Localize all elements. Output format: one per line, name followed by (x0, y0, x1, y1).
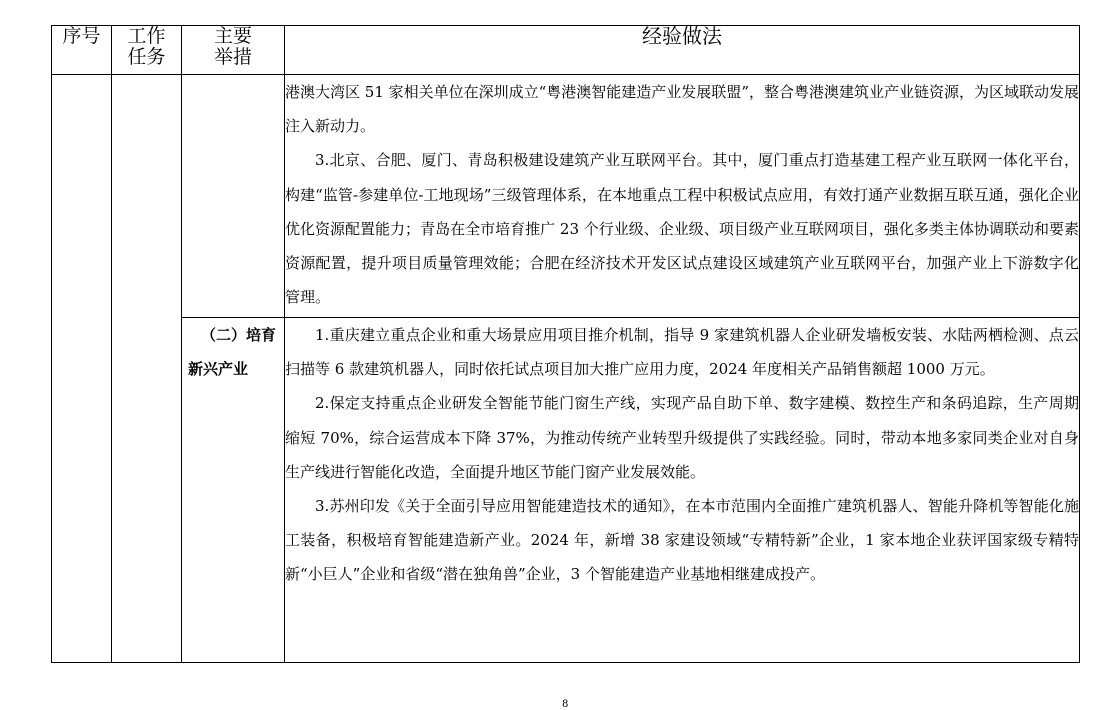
experience-paragraph: 2.保定支持重点企业研发全智能节能门窗生产线，实现产品自助下单、数字建模、数控生产和条码追踪，生产周期缩短 70%，综合运营成本下降 37%，为推动传统产业转型升级提供了实践经验。同时，带动本地多家同类企业对自身生产线进行智能化改造，全面提升地区节能门窗产业发展效能。 (285, 394, 1079, 481)
header-experience-practice (285, 26, 1080, 75)
experience-paragraph: 3.苏州印发《关于全面引导应用智能建造技术的通知》，在本市范围内全面推广建筑机器人、智能升降机等智能化施工装备，积极培育智能建造新产业。2024 年，新增 38 家建设领域“专精特新”企业，1 家本地企业获评国家级专精特新“小巨人”企业和省级“潜在独角兽”企业，3 个智能建造产业基地相继建成投产。 (285, 497, 1079, 584)
main-measure-label-line2: 新兴产业 (188, 360, 249, 378)
main-measure-cell (182, 318, 285, 663)
work-task-cell (112, 75, 182, 663)
experience-cell (285, 75, 1080, 318)
practice-table (51, 25, 1080, 663)
header-work-task (112, 26, 182, 75)
header-experience-practice-text: 经验做法 (642, 24, 722, 48)
header-main-measures-line1: 主要 (213, 25, 252, 47)
experience-paragraph: 3.北京、合肥、厦门、青岛积极建设建筑产业互联网平台。其中，厦门重点打造基建工程产业互联网一体化平台，构建“监管-参建单位-工地现场”三级管理体系，在本地重点工程中积极试点应用，有效打通产业数据互联互通，强化企业优化资源配置能力；青岛在全市培育推广 23 个行业级、企业级、项目级产业互联网项目，强化多类主体协调联动和要素资源配置，提升项目质量管理效能；合肥在经济技术开发区试点建设区域建筑产业互联网平台，加强产业上下游数字化管理。 (285, 151, 1079, 307)
experience-cell (285, 318, 1080, 663)
main-measure-label-line1: （二）培育 (200, 326, 276, 344)
experience-paragraph: 港澳大湾区 51 家相关单位在深圳成立“粤港澳智能建造产业发展联盟”，整合粤港澳建筑业产业链资源，为区域联动发展注入新动力。 (285, 83, 1079, 136)
table-header-row (52, 26, 1080, 75)
header-main-measures-line2: 举措 (213, 46, 252, 68)
header-work-task-line2: 任务 (127, 46, 166, 68)
header-work-task-line1: 工作 (127, 25, 166, 47)
table-row (52, 318, 1080, 663)
experience-paragraph: 1.重庆建立重点企业和重大场景应用项目推介机制，指导 9 家建筑机器人企业研发墙板安装、水陆两栖检测、点云扫描等 6 款建筑机器人，同时依托试点项目加大推广应用力度，2024 年度相关产品销售额超 1000 万元。 (285, 326, 1079, 379)
header-serial-number-text: 序号 (62, 25, 101, 47)
table-row (52, 75, 1080, 318)
main-measure-cell (182, 75, 285, 318)
header-serial-number (52, 26, 112, 75)
header-main-measures (182, 26, 285, 75)
page-number: 8 (562, 699, 569, 710)
serial-number-cell (52, 75, 112, 663)
